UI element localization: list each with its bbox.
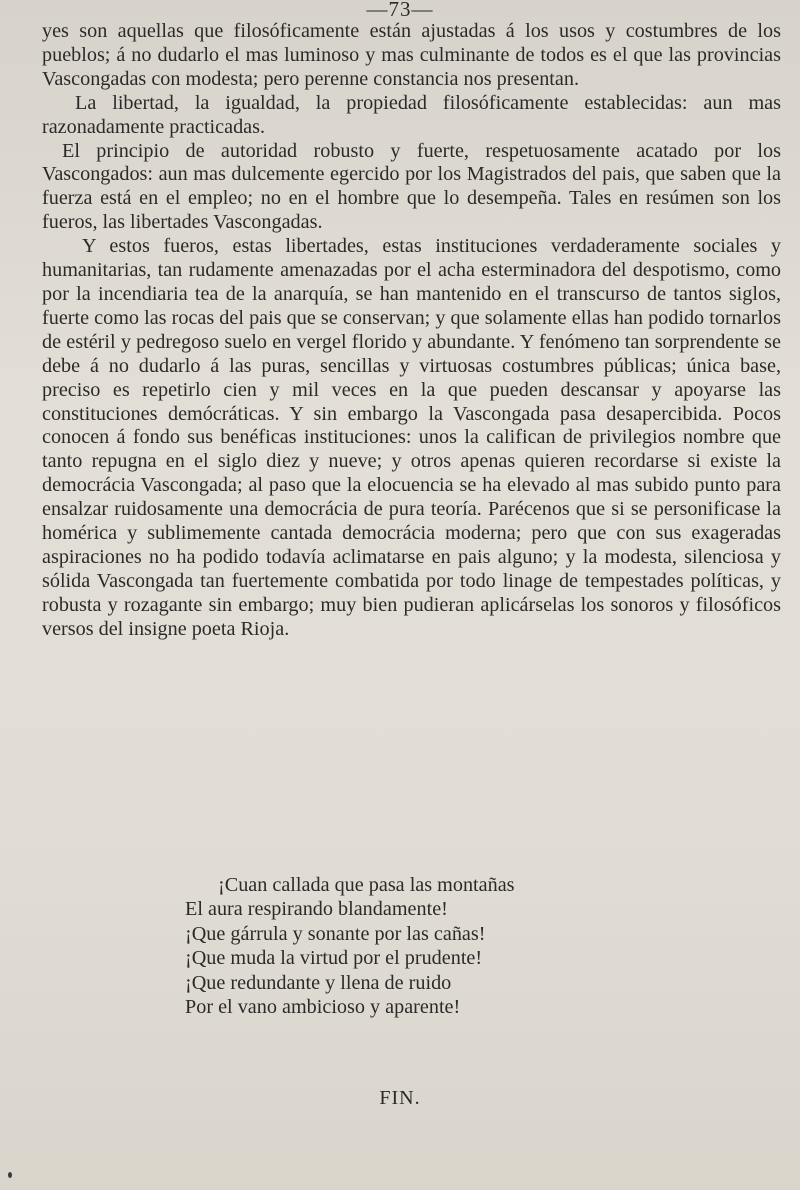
- verse-block: [185, 873, 705, 1019]
- verse-line: ¡Que muda la virtud por el prudente!: [185, 947, 483, 970]
- ink-speck: [8, 1172, 12, 1178]
- closing-mark: FIN.: [379, 1087, 421, 1109]
- body-text: [42, 20, 781, 642]
- paragraph-continuation: yes son aquellas que filosóficamente están ajustadas á los usos y costumbres de los pueblos; á no dudarlo el mas luminoso y mas culminante de todos es el que las provincias Vascongadas con modesta; pero perenne constancia nos presentan.: [42, 20, 781, 90]
- verse-line: Por el vano ambicioso y aparente!: [185, 996, 461, 1019]
- page-number: —73—: [366, 0, 434, 21]
- paragraph-autoridad: El principio de autoridad robusto y fuerte, respetuosamente acatado por los Vascongados: aun mas dulcemente egercido por los Magistrados del pais, que saben que la fuerza está en el empleo; no en el hombre que lo desempeña. Tales en resúmen son los fueros, las libertades Vascongadas.: [42, 139, 781, 234]
- paragraph-fueros: Y estos fueros, estas libertades, estas instituciones verdaderamente sociales y humanitarias, tan rudamente amenazadas por el acha esterminadora del despotismo, como por la incendiaria tea de la anarquía, se han mantenido en el transcurso de tantos siglos, fuerte como las rocas del pais que se conservan; y que solamente ellas han podido tornarlos de estéril y pedregoso suelo en vergel florido y abundante. Y fenómeno tan sorprendente se debe á no dudarlo á las puras, sencillas y virtuosas costumbres públicas; única base, preciso es repetirlo cien y mil veces en la que pueden descansar y apoyarse las constituciones demócráticas. Y sin embargo la Vascongada pasa desapercibida. Pocos conocen á fondo sus benéficas instituciones: unos la califican de privilegios nombre que tanto repugna en el siglo diez y nueve; y otros apenas quieren recordarse si existe la democrácia Vascongada; al paso que la elocuencia se ha elevado al mas subido punto para ensalzar ruidosamente una democrácia de pura teoría. Parécenos que si se personificase la homérica y sublimemente cantada democrácia moderna; pero que con sus exageradas aspiraciones no ha podido todavía aclimatarse en pais alguno; y la modesta, silenciosa y sólida Vascongada tan fuertemente combatida por todo linage de tempestades políticas, y robusta y rozagante sin embargo; muy bien pudieran aplicárselas los sonoros y filosóficos versos del insigne poeta Rioja.: [42, 235, 781, 640]
- verse-line: ¡Que gárrula y sonante por las cañas!: [185, 922, 486, 945]
- verse-line: ¡Que redundante y llena de ruido: [185, 971, 452, 994]
- paragraph-libertad: La libertad, la igualdad, la propiedad filosóficamente establecidas: aun mas razonadamente practicadas.: [42, 91, 781, 138]
- verse-line: El aura respirando blandamente!: [185, 898, 448, 921]
- verse-line: ¡Cuan callada que pasa las montañas: [218, 874, 515, 896]
